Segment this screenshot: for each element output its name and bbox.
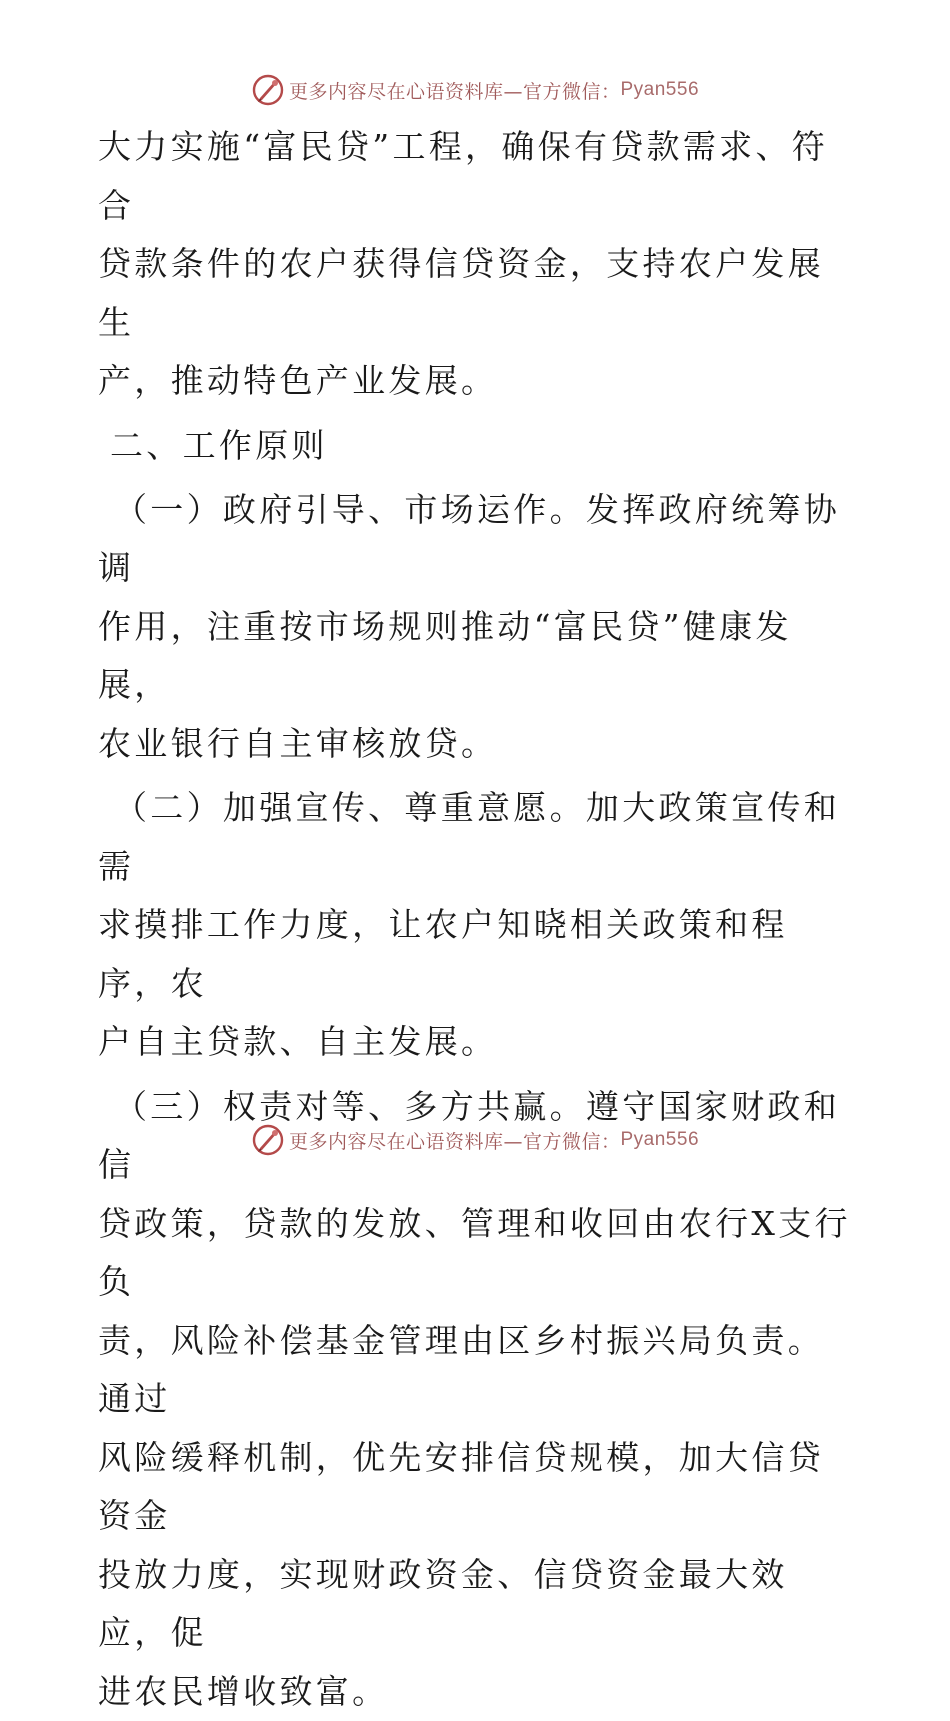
- paragraph-intro: 大力实施“富民贷”工程，确保有贷款需求、符合 贷款条件的农户获得信贷资金，支持农户发展生 产，推动特色产业发展。: [98, 118, 854, 411]
- header-banner: [0, 70, 950, 110]
- document-body: [98, 118, 854, 1721]
- quill-circle-logo: [251, 73, 285, 107]
- banner-text: 更多内容尽在心语资料库—官方微信：: [289, 77, 621, 104]
- banner-text: 更多内容尽在心语资料库—官方微信：: [289, 1127, 621, 1154]
- paragraph-principle-1: （一）政府引导、市场运作。发挥政府统筹协调 作用，注重按市场规则推动“富民贷”健康发展， 农业银行自主审核放贷。: [98, 481, 854, 774]
- quill-circle-logo: [251, 1123, 285, 1157]
- paragraph-principle-2: （二）加强宣传、尊重意愿。加大政策宣传和需 求摸排工作力度，让农户知晓相关政策和程序，农 户自主贷款、自主发展。: [98, 779, 854, 1072]
- banner-wechat-id: Pyan556: [621, 1129, 700, 1151]
- paragraph-principle-3: （三）权责对等、多方共赢。遵守国家财政和信 贷政策，贷款的发放、管理和收回由农行X支行负 责，风险补偿基金管理由区乡村振兴局负责。通过 风险缓释机制，优先安排信贷规模，加大信贷资金 投放力度，实现财政资金、信贷资金最大效应，促 进农民增收致富。: [98, 1078, 854, 1721]
- footer-banner: [0, 1120, 950, 1160]
- banner-wechat-id: Pyan556: [621, 79, 700, 101]
- section-heading: 二、工作原则: [98, 417, 854, 475]
